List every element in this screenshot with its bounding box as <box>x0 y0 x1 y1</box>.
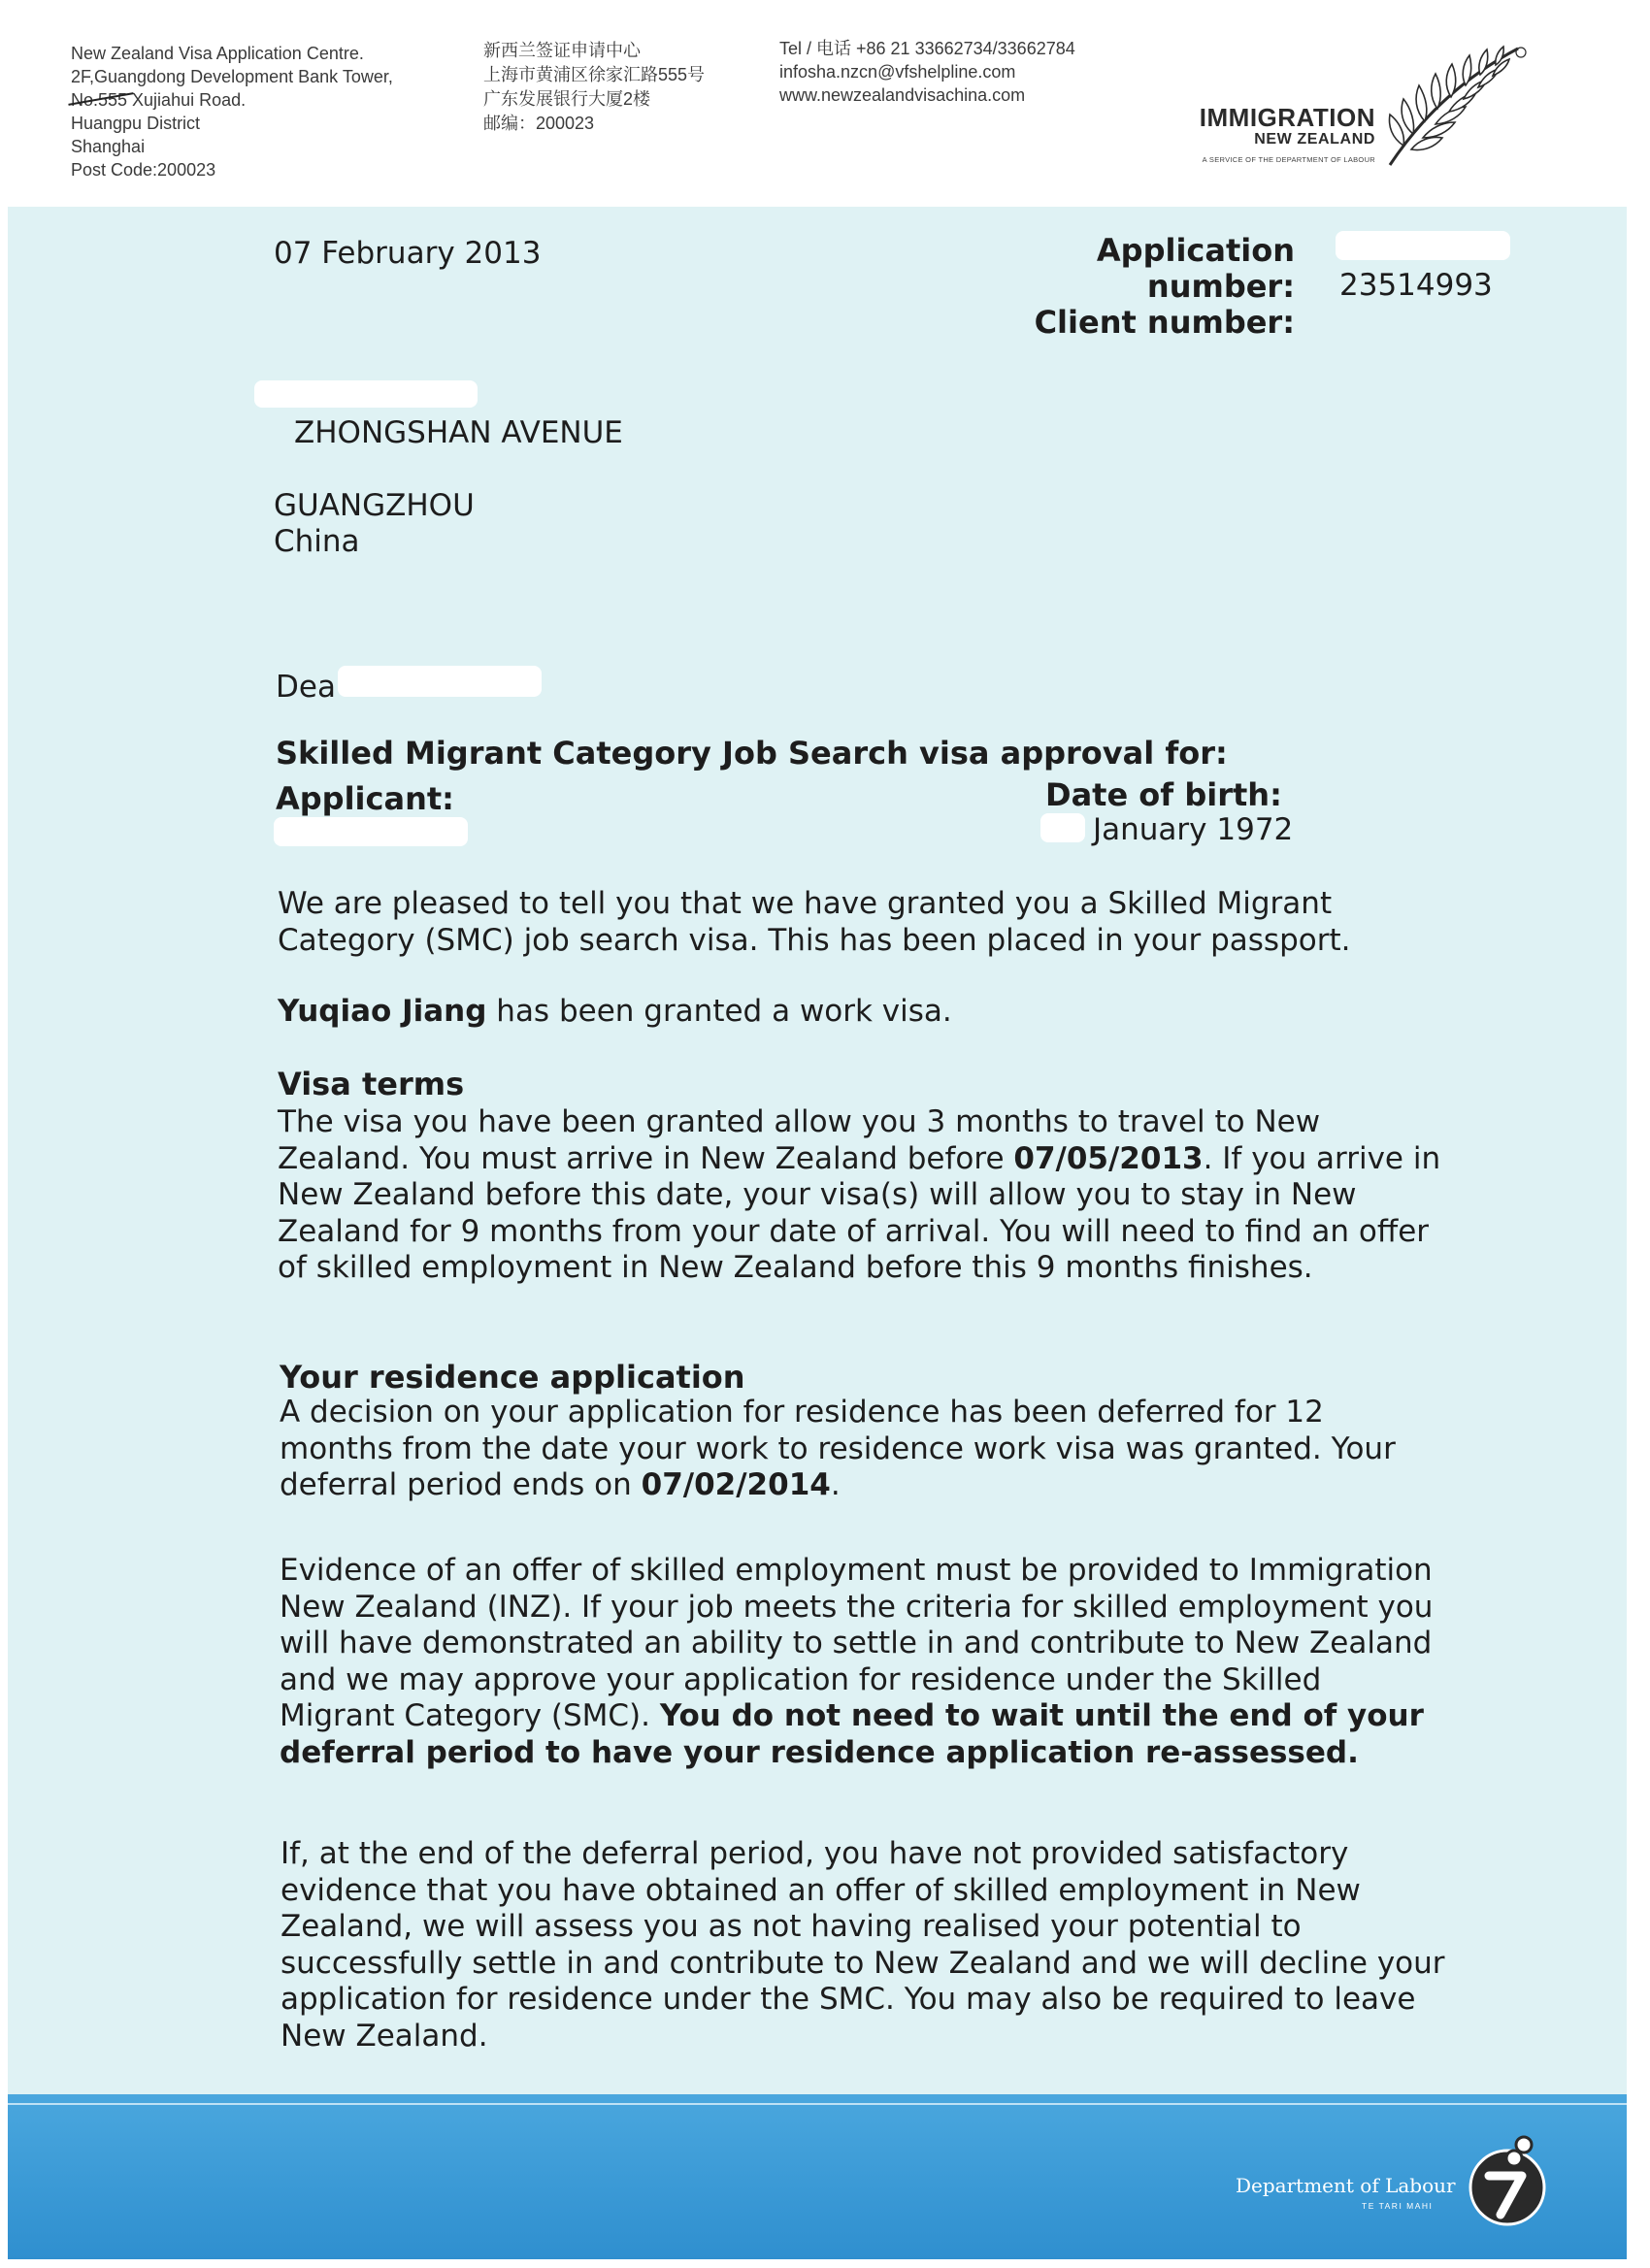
evidence-text: Evidence of an offer of skilled employment must be provided to Immigration New Zealand (INZ). If your job meets the criteria for skilled employment you will have demonstrated an ability to settle in and contribute to New Zealand and we may approve your application for residence under the Skilled Migrant Category (SMC). <box>280 1553 1434 1733</box>
redacted-salutation-name <box>338 666 542 697</box>
phone: Tel / 电话 +86 21 33662734/33662784 <box>779 39 1075 58</box>
visa-terms-text: . If you arrive in New Zealand before this date, your visa(s) will allow you to stay in New Zealand for 9 months from your date of arrival. You will need to find an offer of skilled employment in New Zealand before this 9 months finishes. <box>278 1140 1441 1285</box>
email: infosha.nzcn@vfshelpline.com <box>779 62 1016 82</box>
footer-divider <box>8 2103 1627 2105</box>
dob-value: January 1972 <box>1093 812 1294 847</box>
deferral-end-date: 07/02/2014 <box>641 1467 831 1502</box>
residence-heading: Your residence application <box>280 1359 745 1396</box>
letter-date: 07 February 2013 <box>274 236 542 271</box>
recipient-street: ZHONGSHAN AVENUE <box>294 415 623 450</box>
silver-fern-icon <box>1382 41 1528 167</box>
recipient-city: GUANGZHOU <box>274 488 475 523</box>
visa-terms-heading: Visa terms <box>278 1066 465 1102</box>
department-maori-name: TE TARI MAHI <box>1362 2201 1434 2211</box>
dob-label: Date of birth: <box>1045 776 1282 813</box>
reference-labels <box>955 233 1295 341</box>
website: www.newzealandvisachina.com <box>779 85 1026 105</box>
approval-heading: Skilled Migrant Category Job Search visa approval for: <box>276 735 1228 772</box>
applicant-label: Applicant: <box>276 780 454 817</box>
evidence-paragraph <box>280 1553 1444 1771</box>
client-number-label: Client number: <box>1034 304 1295 341</box>
vac-address-en <box>71 42 393 181</box>
department-name: Department of Labour <box>1236 2174 1456 2197</box>
address-line: No.555 Xujiahui Road. <box>71 90 247 110</box>
residence-text: A decision on your application for residence has been deferred for 12 months from the date your work to residence work visa was granted. Your deferral period ends on <box>280 1395 1396 1502</box>
arrival-deadline-date: 07/05/2013 <box>1013 1140 1204 1176</box>
address-line-cn: 上海市黄浦区徐家汇路555号 <box>483 65 706 84</box>
redacted-dob-day <box>1040 813 1085 842</box>
address-line: Huangpu District <box>71 114 201 133</box>
address-line-cn: 新西兰签证申请中心 <box>483 41 641 60</box>
department-of-labour-logo-icon <box>1466 2121 1549 2228</box>
logo-title: IMMIGRATION <box>1199 103 1375 132</box>
redacted-applicant-name <box>274 817 468 846</box>
client-number-value: 23514993 <box>1339 268 1493 303</box>
vac-address-cn <box>483 39 705 136</box>
salutation: Dea <box>276 670 336 705</box>
immigration-nz-logo <box>1176 35 1535 171</box>
address-line-cn: 邮编：200023 <box>483 114 595 133</box>
visa-terms-text: The visa you have been granted allow you 3 months to travel to New Zealand. You must arrive in New Zealand before <box>278 1104 1321 1176</box>
residence-text: . <box>830 1467 841 1502</box>
residence-paragraph <box>280 1395 1444 1504</box>
logo-subtitle: NEW ZEALAND <box>1254 131 1375 148</box>
redacted-name-line <box>254 380 478 408</box>
address-line-cn: 广东发展银行大厦2楼 <box>483 89 651 109</box>
work-visa-holder: Yuqiao Jiang <box>278 994 487 1029</box>
address-line: New Zealand Visa Application Centre. <box>71 44 364 63</box>
address-line: Shanghai <box>71 137 146 156</box>
redacted-application-number <box>1336 231 1510 260</box>
granted-paragraph: We are pleased to tell you that we have granted you a Skilled Migrant Category (SMC) job search visa. This has been placed in your passport. <box>278 886 1351 958</box>
recipient-country: China <box>274 524 360 559</box>
application-number-label: Application number: <box>1096 232 1295 305</box>
work-visa-paragraph <box>278 994 1442 1031</box>
visa-terms-paragraph <box>278 1104 1442 1287</box>
address-line: Post Code:200023 <box>71 160 216 180</box>
vac-contact <box>779 37 1075 107</box>
final-paragraph: If, at the end of the deferral period, you have not provided satisfactory evidence that you have obtained an offer of skilled employment in New Zealand, we will assess you as not having realised your potential to successfully settle in and contribute to New Zealand and we will decline your application for residence under the SMC. You may also be required to leave New Zealand. <box>280 1836 1445 2054</box>
letter-footer <box>8 2094 1627 2259</box>
work-visa-text: has been granted a work visa. <box>486 994 952 1029</box>
evidence-bold-text: You do not need to wait until the end of your deferral period to have your residence application re-assessed. <box>280 1698 1424 1770</box>
address-line: 2F,Guangdong Development Bank Tower, <box>71 67 393 86</box>
logo-tagline: A SERVICE OF THE DEPARTMENT OF LABOUR <box>1202 155 1375 164</box>
letterhead <box>0 0 1650 204</box>
